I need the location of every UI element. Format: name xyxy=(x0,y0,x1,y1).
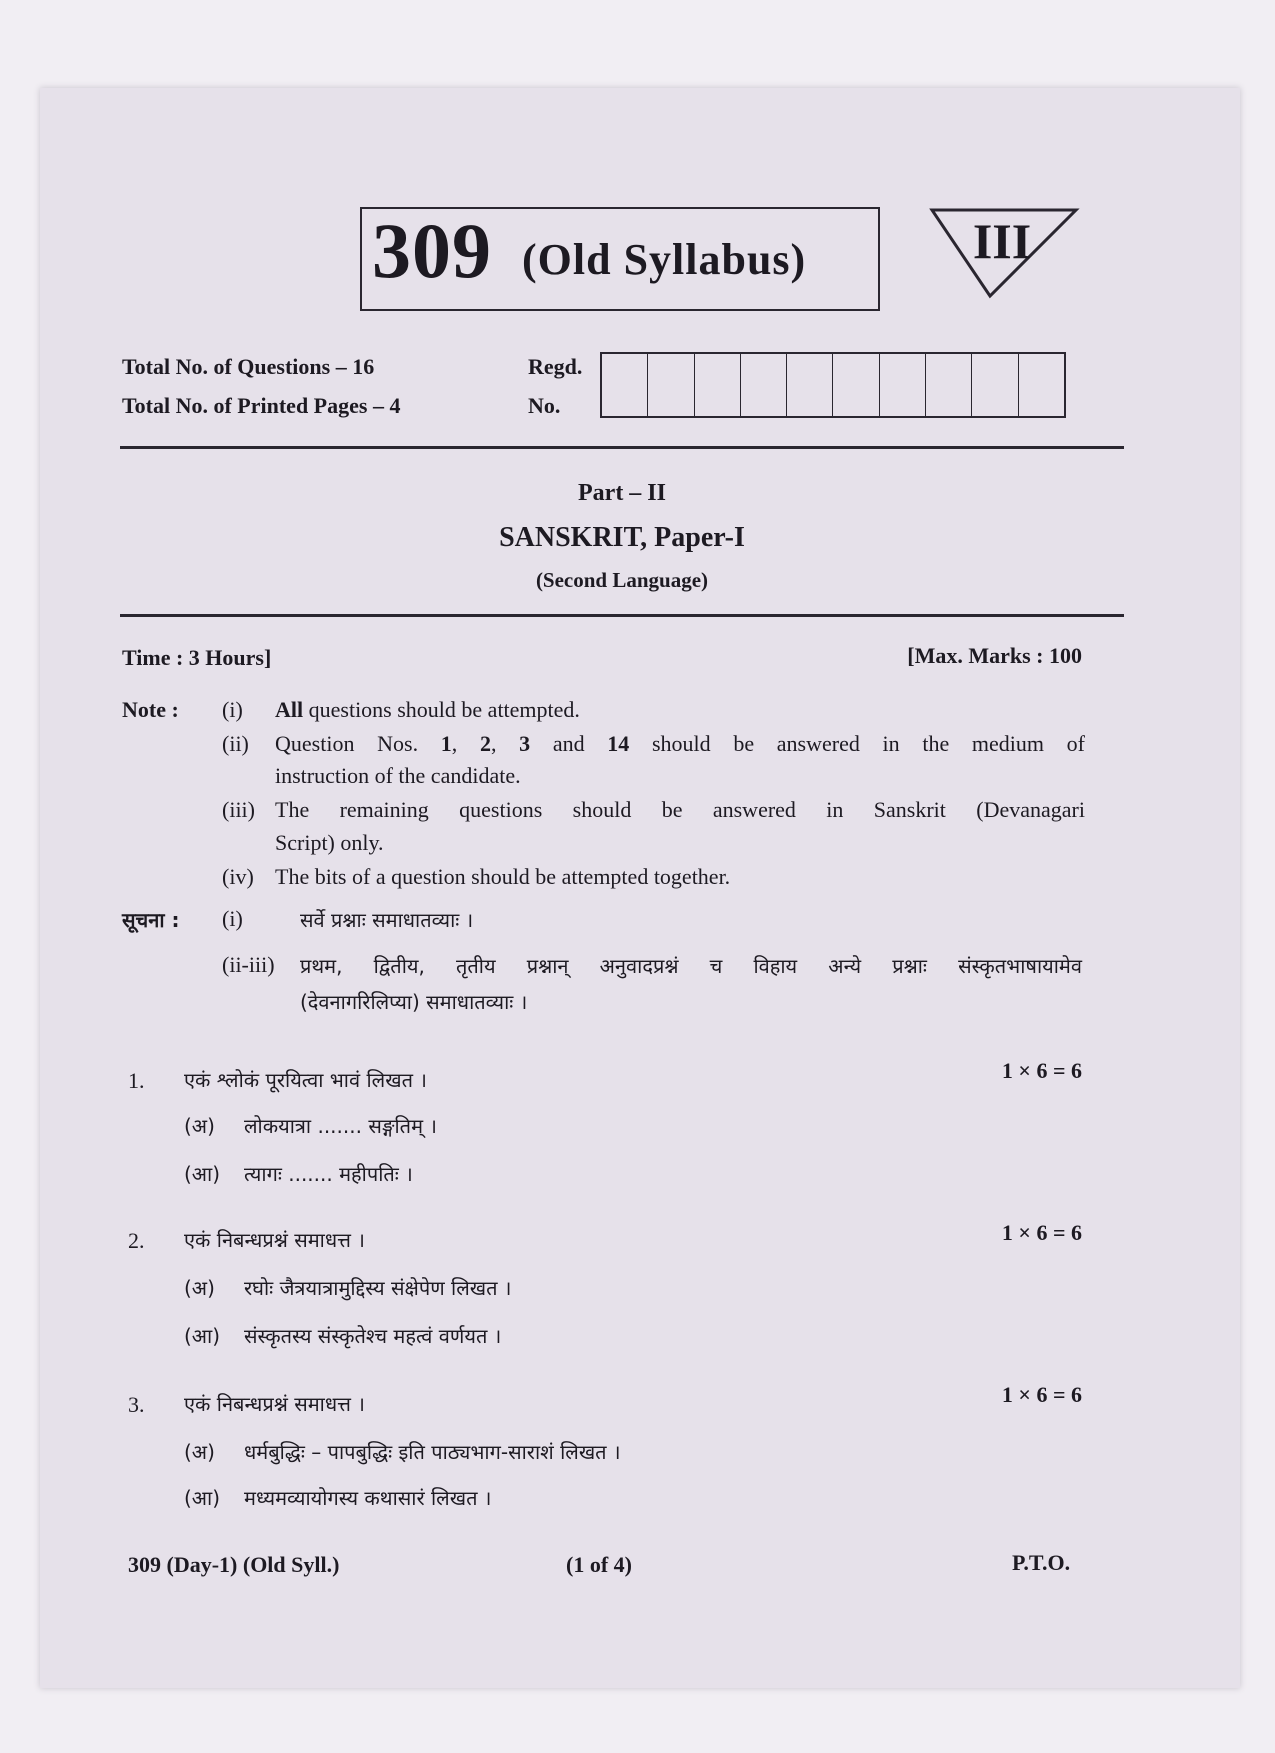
question-1a-label: (अ) xyxy=(184,1114,215,1138)
note-1-bold: All xyxy=(275,697,304,722)
suchana-num-1: (i) xyxy=(222,906,243,931)
note-1-text: questions should be attempted. xyxy=(303,697,580,722)
question-2-marks: 1 × 6 = 6 xyxy=(1001,1220,1082,1245)
registration-number-boxes xyxy=(600,352,1066,418)
question-1-marks: 1 × 6 = 6 xyxy=(1001,1058,1082,1083)
regd-no-label: No. xyxy=(528,393,561,418)
question-3-marks: 1 × 6 = 6 xyxy=(1001,1382,1082,1407)
reg-digit-box xyxy=(972,354,1018,416)
question-3-number: 3. xyxy=(128,1392,145,1417)
question-2a-label: (अ) xyxy=(184,1276,215,1300)
reg-digit-box xyxy=(695,354,741,416)
suchana-item-2-line2: (देवनागरिलिप्या) समाधातव्याः । xyxy=(300,990,528,1014)
max-marks: [Max. Marks : 100 xyxy=(907,643,1082,668)
paper-code: 309 xyxy=(372,207,492,294)
total-questions: Total No. of Questions – 16 xyxy=(122,354,375,379)
note-item-4: The bits of a question should be attempted together. xyxy=(275,864,731,889)
suchana-item-1: सर्वे प्रश्नाः समाधातव्याः । xyxy=(300,908,474,932)
note-label: Note : xyxy=(122,697,179,722)
question-2a-text: रघोः जैत्रयात्रामुद्दिस्य संक्षेपेण लिखत । xyxy=(244,1276,512,1300)
question-2-text: एकं निबन्धप्रश्नं समाधत्त । xyxy=(184,1228,365,1252)
reg-digit-box xyxy=(648,354,694,416)
note-2-sep: , xyxy=(490,731,520,756)
exam-time: Time : 3 Hours] xyxy=(122,645,272,670)
reg-digit-box xyxy=(741,354,787,416)
suchana-item-2-line1: प्रथम, द्वितीय, तृतीय प्रश्नान् अनुवादप्रश्नं च विहाय अन्ये प्रश्नाः संस्कृतभाषायामेव xyxy=(300,954,1082,978)
suchana-num-2: (ii-iii) xyxy=(222,952,275,977)
total-pages: Total No. of Printed Pages – 4 xyxy=(122,393,401,418)
question-2b-label: (आ) xyxy=(184,1324,221,1348)
question-3b-label: (आ) xyxy=(184,1486,221,1510)
reg-digit-box xyxy=(602,354,648,416)
question-2-number: 2. xyxy=(128,1228,145,1253)
question-1-text: एकं श्लोकं पूरयित्वा भावं लिखत । xyxy=(184,1068,427,1092)
note-item-2-line2: instruction of the candidate. xyxy=(275,763,521,788)
reg-digit-box xyxy=(880,354,926,416)
question-ref: 3 xyxy=(519,731,531,756)
question-3a-text: धर्मबुद्धिः – पापबुद्धिः इति पाठ्यभाग-साराशं लिखत । xyxy=(244,1440,621,1464)
subject-title: SANSKRIT, Paper-I xyxy=(499,522,745,553)
note-2-text: Question Nos. xyxy=(275,731,441,756)
part-title: Part – II xyxy=(578,480,666,506)
divider-bottom xyxy=(120,614,1124,617)
question-1-number: 1. xyxy=(128,1068,145,1093)
question-3a-label: (अ) xyxy=(184,1440,215,1464)
question-3b-text: मध्यमव्यायोगस्य कथासारं लिखत । xyxy=(244,1486,492,1510)
note-item-2-line1 xyxy=(275,731,1085,757)
footer-code: 309 (Day-1) (Old Syll.) xyxy=(128,1552,340,1577)
note-num-3: (iii) xyxy=(222,797,255,822)
question-1b-label: (आ) xyxy=(184,1162,221,1186)
note-item-3-line2: Script) only. xyxy=(275,830,384,855)
syllabus-label: (Old Syllabus) xyxy=(522,235,807,284)
note-2-text: should be answered in the medium of xyxy=(629,731,1086,756)
suchana-label: सूचना : xyxy=(122,908,180,932)
note-2-sep: and xyxy=(530,731,608,756)
question-ref: 2 xyxy=(479,731,491,756)
regd-label: Regd. xyxy=(528,354,583,379)
note-item-3-line1: The remaining questions should be answered in Sanskrit (Devanagari xyxy=(275,797,1085,822)
divider-top xyxy=(120,446,1124,449)
question-2b-text: संस्कृतस्य संस्कृतेश्च महत्वं वर्णयत । xyxy=(244,1324,502,1348)
set-marker: III xyxy=(972,213,1032,269)
question-3-text: एकं निबन्धप्रश्नं समाधत्त । xyxy=(184,1392,365,1416)
note-num-2: (ii) xyxy=(222,731,249,756)
language-title: (Second Language) xyxy=(535,568,709,592)
note-2-sep: , xyxy=(451,731,480,756)
question-1a-text: लोकयात्रा ....... सङ्गतिम् । xyxy=(244,1114,437,1138)
footer-pto: P.T.O. xyxy=(1012,1550,1071,1575)
note-item-1 xyxy=(275,697,580,723)
reg-digit-box xyxy=(1019,354,1064,416)
question-1b-text: त्यागः ....... महीपतिः । xyxy=(244,1162,413,1186)
question-ref: 14 xyxy=(607,731,630,756)
reg-digit-box xyxy=(926,354,972,416)
note-num-1: (i) xyxy=(222,697,243,722)
question-ref: 1 xyxy=(440,731,452,756)
reg-digit-box xyxy=(787,354,833,416)
reg-digit-box xyxy=(833,354,879,416)
footer-page: (1 of 4) xyxy=(566,1552,632,1577)
note-num-4: (iv) xyxy=(222,864,254,889)
